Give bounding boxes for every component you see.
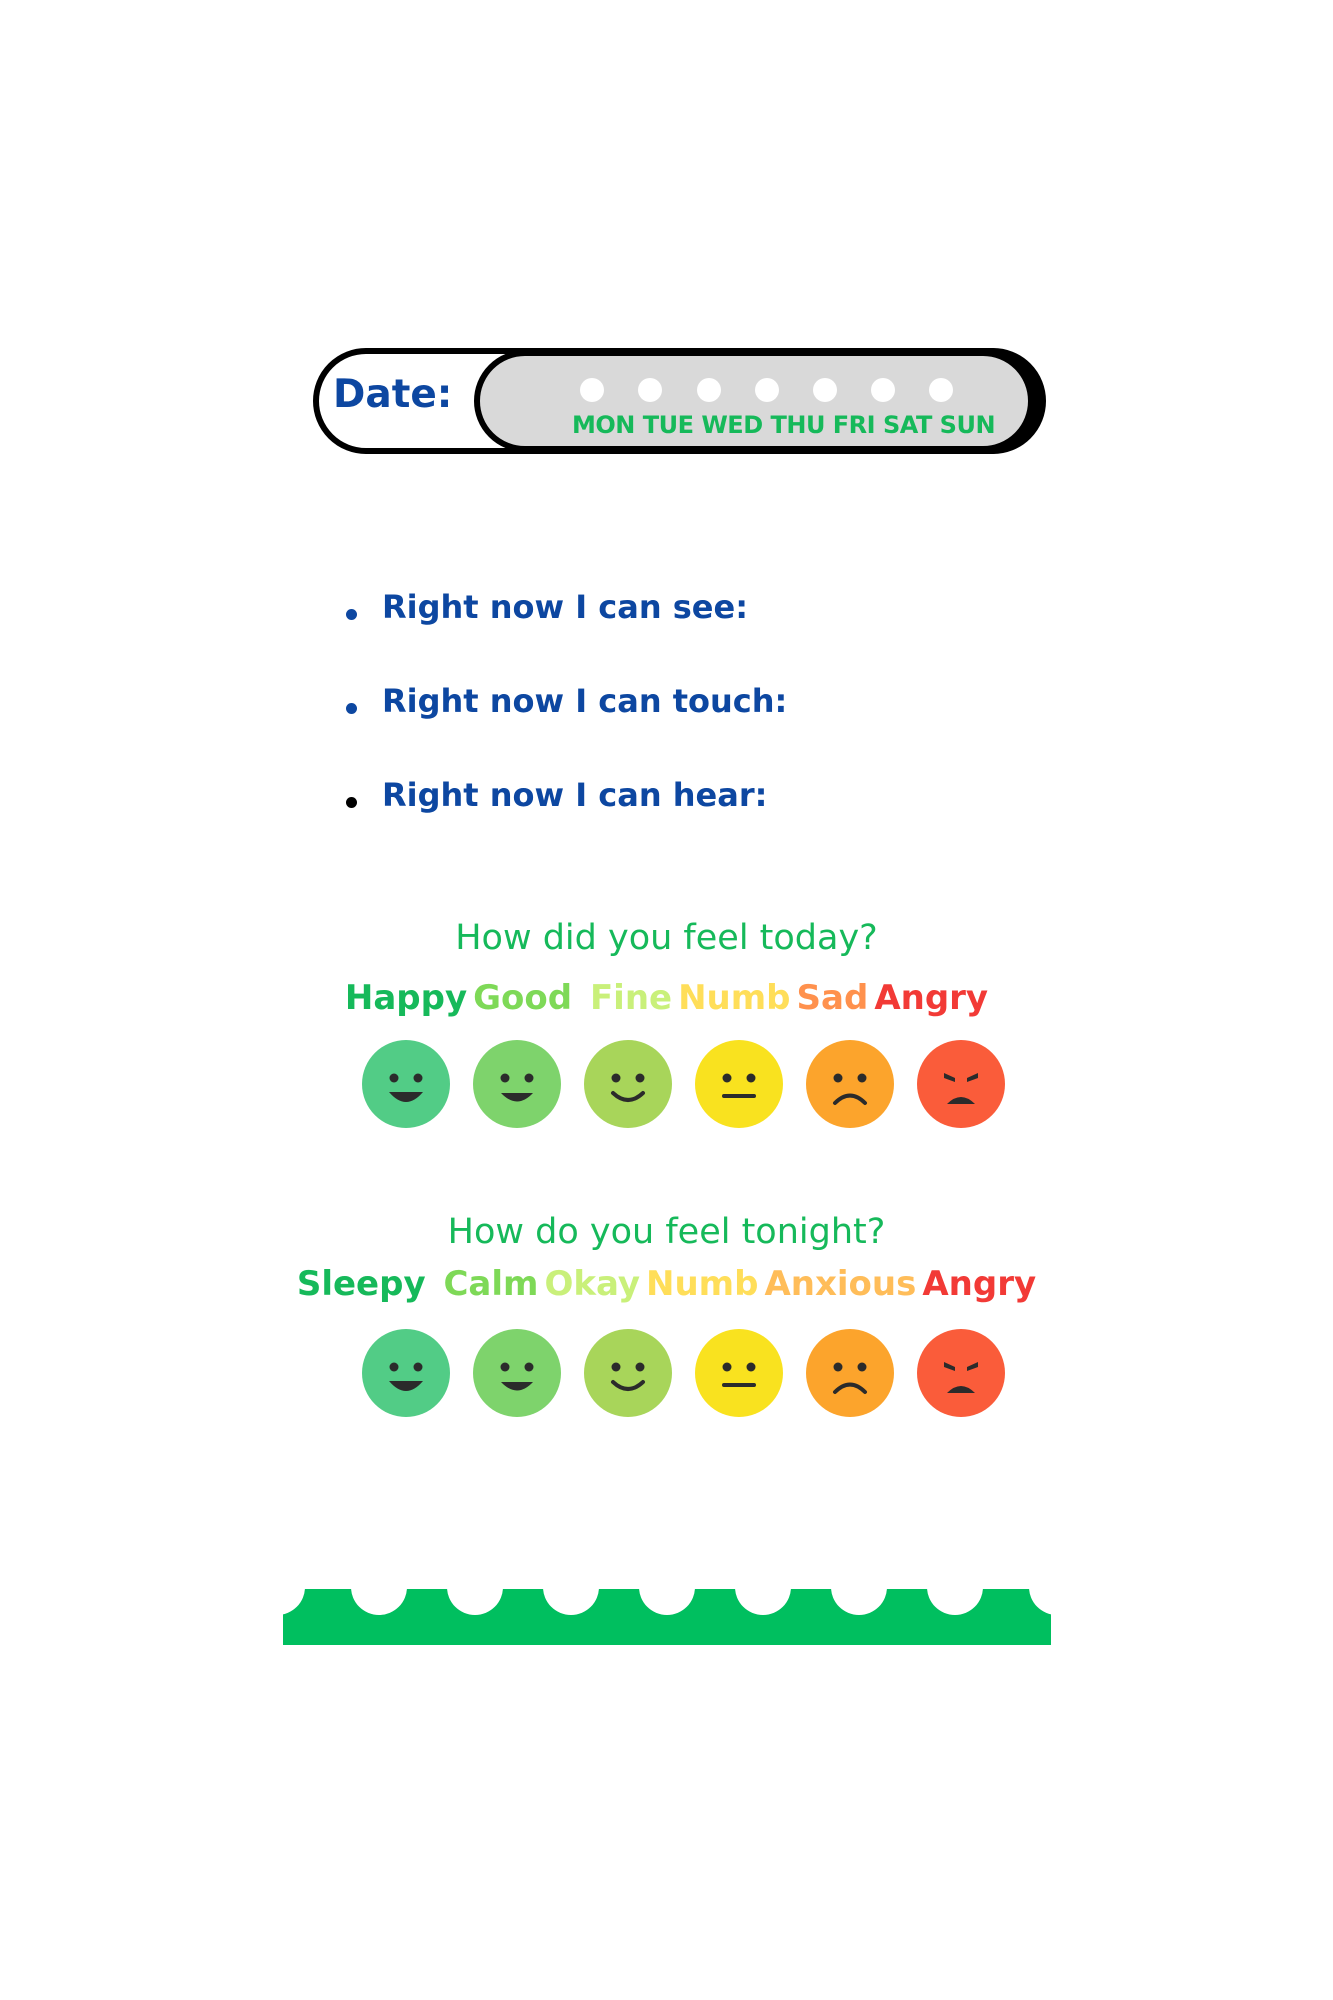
bullet-icon xyxy=(346,797,357,808)
mood-label: Okay xyxy=(544,1264,641,1304)
mood-label: Sleepy xyxy=(296,1264,426,1304)
mood-label: Calm xyxy=(443,1264,539,1304)
day-dots xyxy=(580,378,960,402)
mood-label: Anxious xyxy=(764,1264,917,1304)
smiling-face-icon[interactable] xyxy=(584,1329,672,1417)
smiling-face-icon[interactable] xyxy=(584,1040,672,1128)
angry-face-icon[interactable] xyxy=(917,1040,1005,1128)
very-happy-face-icon[interactable] xyxy=(362,1040,450,1128)
mood-label: Fine xyxy=(589,978,673,1018)
day-dot-sat[interactable] xyxy=(871,378,895,402)
prompt-hear: Right now I can hear: xyxy=(382,776,768,814)
question-today: How did you feel today? xyxy=(455,918,878,958)
prompt-touch: Right now I can touch: xyxy=(382,682,788,720)
prompt-see: Right now I can see: xyxy=(382,588,748,626)
day-dot-wed[interactable] xyxy=(697,378,721,402)
happy-face-icon[interactable] xyxy=(473,1040,561,1128)
day-dot-fri[interactable] xyxy=(813,378,837,402)
mood-label: Angry xyxy=(922,1264,1037,1304)
mood-label: Numb xyxy=(678,978,791,1018)
mood-label: Angry xyxy=(874,978,989,1018)
bullet-icon xyxy=(346,703,357,714)
mood-labels-tonight xyxy=(0,1264,1333,1304)
mood-label: Numb xyxy=(646,1264,759,1304)
sad-face-icon[interactable] xyxy=(806,1329,894,1417)
faces-tonight xyxy=(362,1329,1002,1417)
very-happy-face-icon[interactable] xyxy=(362,1329,450,1417)
mood-labels-today xyxy=(0,978,1333,1018)
neutral-face-icon[interactable] xyxy=(695,1040,783,1128)
neutral-face-icon[interactable] xyxy=(695,1329,783,1417)
question-tonight: How do you feel tonight? xyxy=(447,1212,886,1252)
date-label: Date: xyxy=(333,372,453,417)
sad-face-icon[interactable] xyxy=(806,1040,894,1128)
day-dot-thu[interactable] xyxy=(755,378,779,402)
faces-today xyxy=(362,1040,1002,1128)
day-dot-mon[interactable] xyxy=(580,378,604,402)
mood-label: Good xyxy=(473,978,573,1018)
angry-face-icon[interactable] xyxy=(917,1329,1005,1417)
bullet-icon xyxy=(346,609,357,620)
mood-label: Happy xyxy=(344,978,468,1018)
day-names: MON TUE WED THU FRI SAT SUN xyxy=(572,411,996,439)
mood-label: Sad xyxy=(796,978,869,1018)
day-dot-tue[interactable] xyxy=(638,378,662,402)
day-dot-sun[interactable] xyxy=(929,378,953,402)
happy-face-icon[interactable] xyxy=(473,1329,561,1417)
scalloped-border xyxy=(283,1589,1051,1645)
